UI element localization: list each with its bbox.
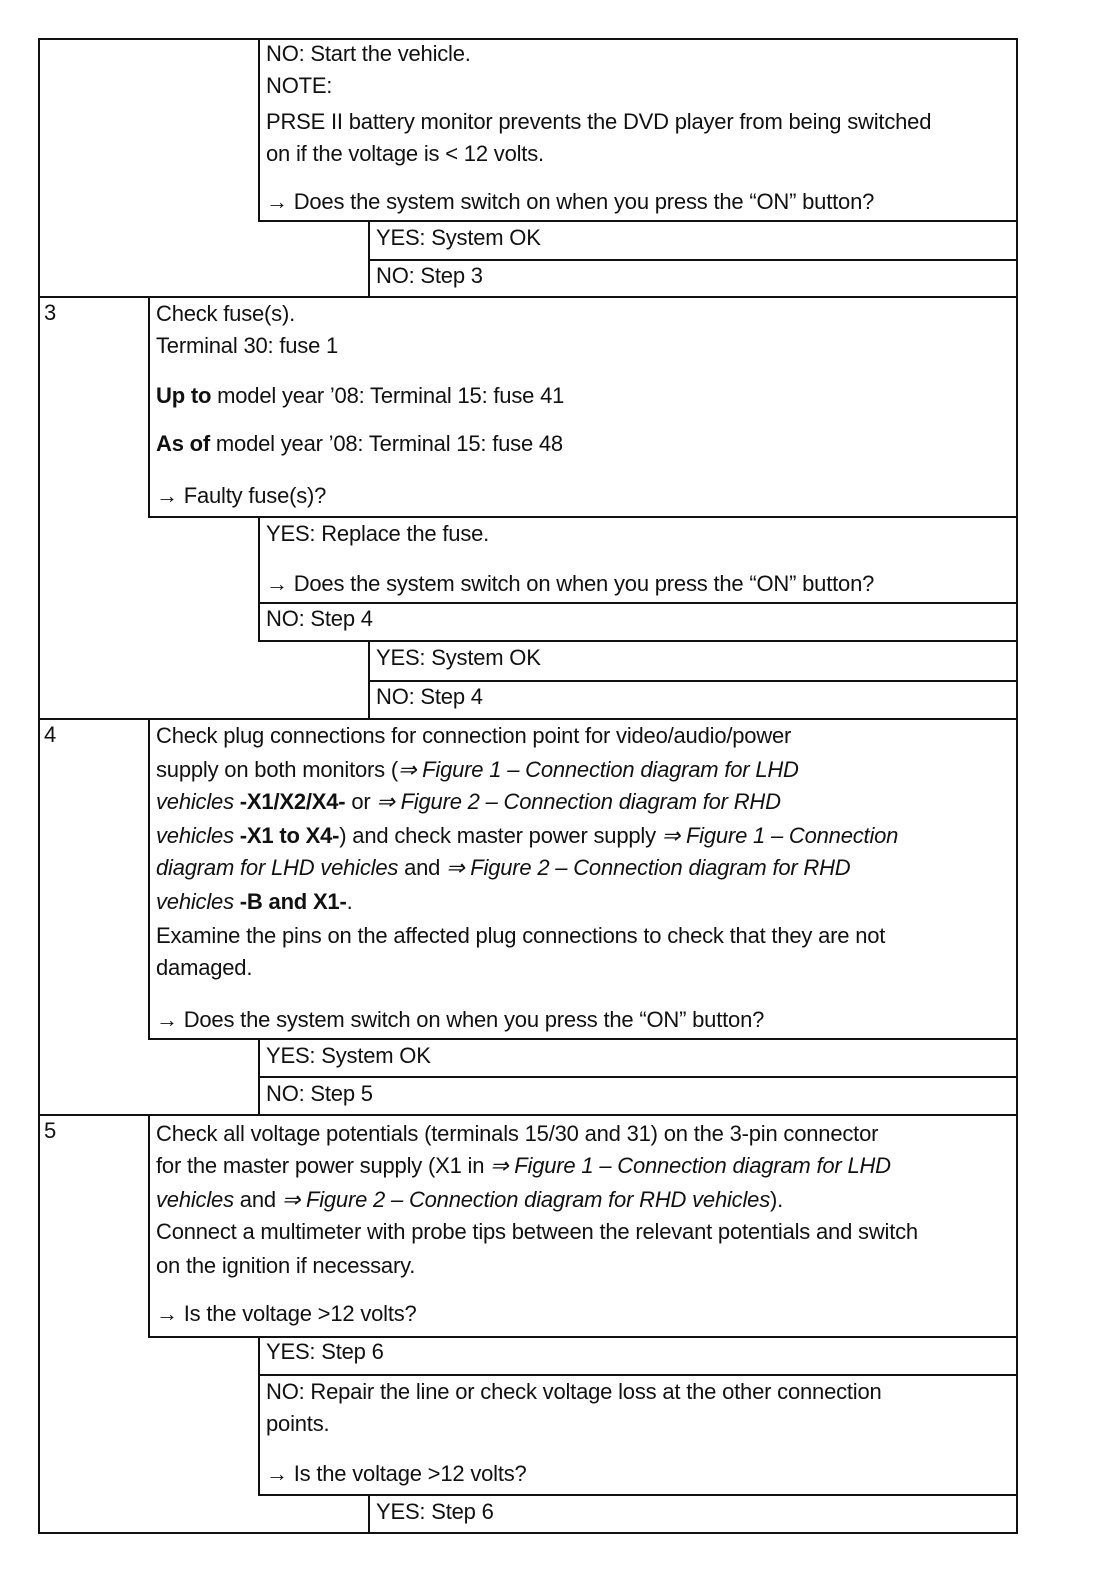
table-border-bottom (38, 1532, 1018, 1534)
step-number-3: 3 (44, 300, 57, 325)
s2-note-line1: PRSE II battery monitor prevents the DVD player from being switched (266, 109, 932, 134)
s4-l5c: ⇒ Figure 2 – Connection diagram for RHD (446, 855, 851, 880)
s4-l3d: ⇒ Figure 2 – Connection diagram for RHD (376, 789, 781, 814)
s5-yes2: YES: Step 6 (376, 1499, 494, 1524)
s5-l2a: for the master power supply (X1 in (156, 1153, 491, 1178)
s5-l3a: vehicles (156, 1187, 234, 1212)
s3-asof-bold: As of (156, 431, 211, 456)
s4-line6 (156, 886, 353, 918)
s5-yes: YES: Step 6 (266, 1339, 384, 1364)
s5-line4: Connect a multimeter with probe tips between the relevant potentials and switch (156, 1219, 918, 1244)
s5-no-line1: NO: Repair the line or check voltage loss at the other connection (266, 1379, 882, 1404)
table-border-right (1016, 38, 1018, 1534)
s3-yes-col-divider (258, 516, 260, 642)
s5-line3 (156, 1184, 783, 1216)
s4-line8: damaged. (156, 955, 253, 980)
s5-l3b: and (233, 1187, 282, 1212)
s5-question: → Is the voltage >12 volts? (156, 1301, 417, 1326)
s4-l6a: vehicles (156, 889, 234, 914)
s4-line4 (156, 820, 898, 852)
s3-yes-question: → Does the system switch on when you press the “ON” button? (266, 571, 875, 596)
table-border-left (38, 38, 40, 1534)
s2-no-start: NO: Start the vehicle. (266, 41, 471, 66)
s5-l3d: ). (770, 1187, 784, 1212)
s4-yes: YES: System OK (266, 1043, 431, 1068)
s4-col-divider (148, 718, 150, 1040)
s3-asof (156, 428, 563, 460)
step-number-4: 4 (44, 722, 57, 747)
s5-yes2-col-divider (368, 1494, 370, 1534)
s4-l3b: -X1/X2/X4- (233, 789, 346, 814)
step-number-5: 5 (44, 1118, 57, 1143)
s4-l6b: -B and X1- (233, 889, 347, 914)
s4-line3 (156, 786, 781, 818)
s4-l6c: . (346, 889, 353, 914)
s4-no: NO: Step 5 (266, 1081, 373, 1106)
s3-upto-rest: model year ’08: Terminal 15: fuse 41 (211, 383, 565, 408)
s3-yes-replace: YES: Replace the fuse. (266, 521, 490, 546)
s3-asof-rest: model year ’08: Terminal 15: fuse 48 (210, 431, 563, 456)
s4-l5a: diagram for LHD vehicles (156, 855, 399, 880)
s4-l4c: ) and check master power supply (339, 823, 662, 848)
s2-question-underline (258, 220, 1018, 222)
s5-l3c: ⇒ Figure 2 – Connection diagram for RHD vehicles (281, 1187, 770, 1212)
s4-line1: Check plug connections for connection point for video/audio/power (156, 723, 792, 748)
s3-no-underline (258, 640, 1018, 642)
s3-upto-bold: Up to (156, 383, 212, 408)
s2-note-line2: on if the voltage is < 12 volts. (266, 141, 544, 166)
s2-yes: YES: System OK (376, 225, 541, 250)
s3-no2: NO: Step 4 (376, 684, 483, 709)
s5-l2b: ⇒ Figure 1 – Connection diagram for LHD (490, 1153, 891, 1178)
s3-check: Check fuse(s). (156, 301, 296, 326)
s4-question: → Does the system switch on when you press the “ON” button? (156, 1007, 765, 1032)
s3-yes2: YES: System OK (376, 645, 541, 670)
s3-question: → Faulty fuse(s)? (156, 483, 327, 508)
s4-line2 (156, 754, 799, 786)
s2-note-label: NOTE: (266, 73, 333, 98)
s4-l3a: vehicles (156, 789, 234, 814)
section-divider-5 (38, 1114, 1018, 1116)
s3-no-step4: NO: Step 4 (266, 606, 373, 631)
s5-line1: Check all voltage potentials (terminals 15/30 and 31) on the 3-pin connector (156, 1121, 879, 1146)
s5-no-line2: points. (266, 1411, 330, 1436)
s2-question: → Does the system switch on when you press the “ON” button? (266, 189, 875, 214)
s4-l2a: supply on both monitors ( (156, 757, 399, 782)
s4-line7: Examine the pins on the affected plug connections to check that they are not (156, 923, 886, 948)
s4-line5 (156, 852, 851, 884)
s2-col-divider (258, 38, 260, 222)
s5-col-divider (148, 1114, 150, 1338)
s5-no-question-underline (258, 1494, 1018, 1496)
s5-answer-col-divider (258, 1336, 260, 1496)
s5-line2 (156, 1150, 891, 1182)
s3-terminal30: Terminal 30: fuse 1 (156, 333, 339, 358)
s4-l4b: -X1 to X4- (233, 823, 340, 848)
s4-l4a: vehicles (156, 823, 234, 848)
s3-upto (156, 380, 564, 412)
s2-no: NO: Step 3 (376, 263, 483, 288)
s4-l2b: ⇒ Figure 1 – Connection diagram for LHD (398, 757, 799, 782)
s4-l3c: or (345, 789, 377, 814)
s5-line5: on the ignition if necessary. (156, 1253, 416, 1278)
s4-l5b: and (398, 855, 447, 880)
s4-l4d: ⇒ Figure 1 – Connection (661, 823, 899, 848)
s3-col-divider (148, 296, 150, 518)
table-border-top (38, 38, 1018, 40)
s5-no-question: → Is the voltage >12 volts? (266, 1461, 527, 1486)
